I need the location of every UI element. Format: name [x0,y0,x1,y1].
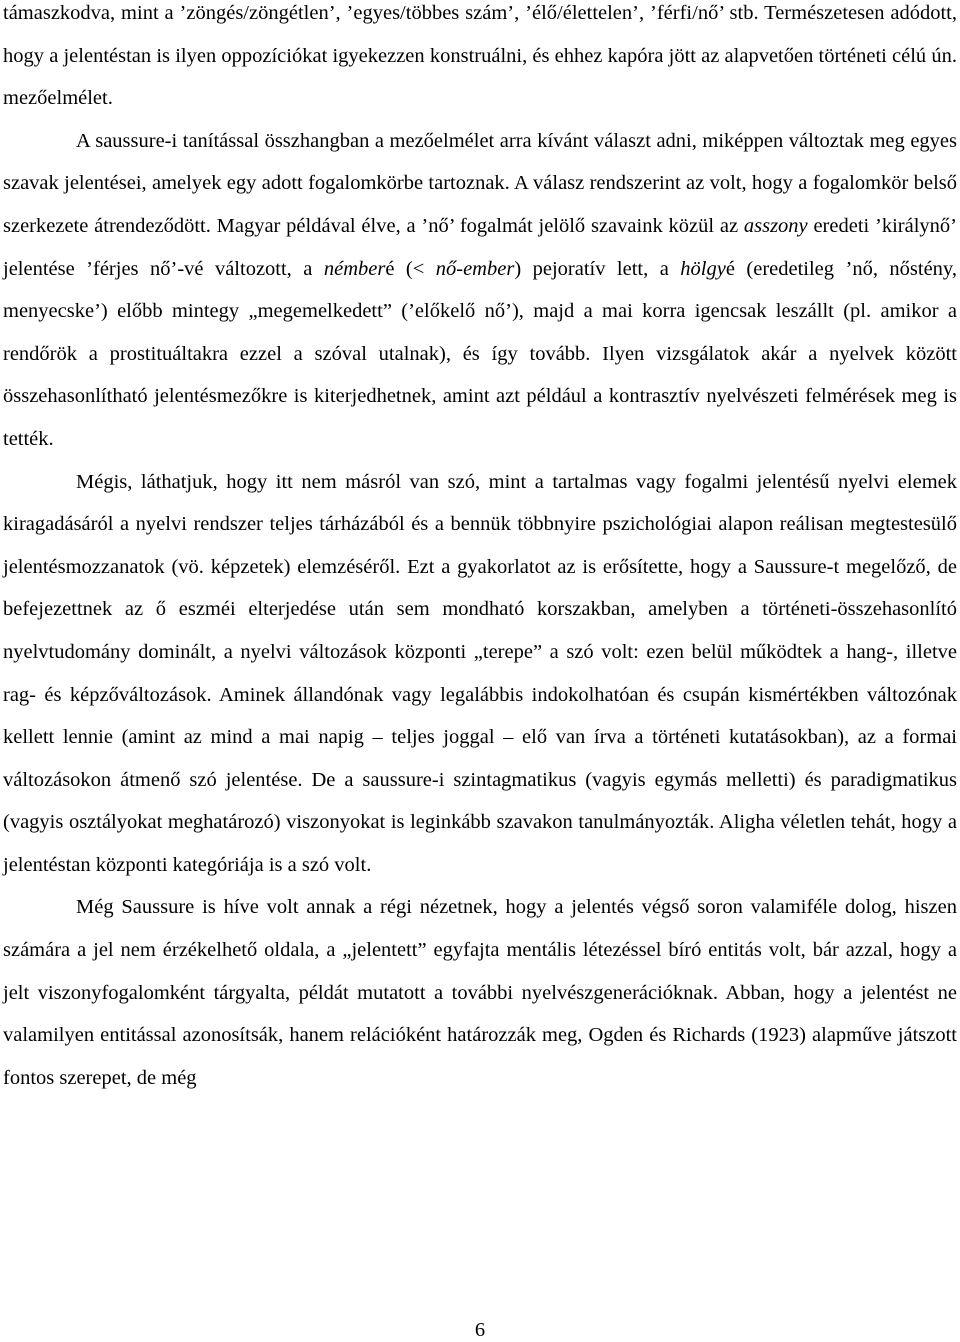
text-run: é (< [385,257,436,280]
text-run: eredeti ’királynő’ jelentése ’férjes nő’-vé változott, a [3,214,957,280]
text-run: A saussure-i tanítással összhangban a mezőelmélet arra kívánt választ adni, miképpen változtak meg egyes szavak jelentései, amelyek egy adott fogalomkörbe tartoznak. A válasz rendszerint az volt, hogy a fogalomkör belső szerkezete átrendeződött. Magyar példával élve, a ’nő’ fogalmát jelölő szavaink közül az [3,129,957,237]
text-run: támaszkodva, mint a ’zöngés/zöngétlen’, ’egyes/többes szám’, ’élő/élettelen’, ’férfi/nő’ stb. Természetesen adódott, hogy a jelentéstan is ilyen oppozíciókat igyekezzen konstruálni, és ehhez kapóra jött az alapvetően történeti célú ún. mezőelmélet. [3,2,957,110]
body-text [3,0,957,1099]
paragraph-2 [3,120,957,461]
paragraph-1 [3,0,957,120]
paragraph-3 [3,461,957,887]
text-run: Még Saussure is híve volt annak a régi nézetnek, hogy a jelentés végső soron valamiféle dolog, hiszen számára a jel nem érzékelhető oldala, a „jelentett” egyfajta mentális létezéssel bíró entitás volt, bár azzal, hogy a jelt viszonyfogalomként tárgyalta, példát mutatott a további nyelvészgenerációknak. Abban, hogy a jelentést ne valamilyen entitással azonosítsák, hanem relációként határozzák meg, Ogden és Richards (1923) alapműve játszott fontos szerepet, de még [3,896,957,1089]
text-run: é (eredetileg ’nő, nőstény, menyecske’) előbb mintegy „megemelkedett” (’előkelő nő’), majd a mai korra igencsak leszállt (pl. amikor a rendőrök a prostituáltakra ezzel a szóval utalnak), és így tovább. Ilyen vizsgálatok akár a nyelvek között összehasonlítható jelentésmezőkre is kiterjedhetnek, amint azt például a kontrasztív nyelvészeti felmérések meg is tették. [3,257,957,450]
paragraph-4 [3,886,957,1099]
text-run: Mégis, láthatjuk, hogy itt nem másról van szó, mint a tartalmas vagy fogalmi jelentésű nyelvi elemek kiragadásáról a nyelvi rendszer teljes tárházából és a bennük többnyire pszichológiai alapon reálisan megtestesülő jelentésmozzanatok (vö. képzetek) elemzéséről. Ezt a gyakorlatot az is erősítette, hogy a Saussure-t megelőző, de befejezettnek az ő eszméi elterjedése után sem mondható korszakban, amelyben a történeti-összehasonlító nyelvtudomány dominált, a nyelvi változások központi „terepe” a szó volt: ezen belül működtek a hang-, illetve rag- és képzőváltozások. Aminek állandónak vagy legalábbis indokolhatóan és csupán kismértékben változónak kellett lennie (amint az mind a mai napig – teljes joggal – elő van írva a történeti kutatásokban), az a formai változásokon átmenő szó jelentése. De a saussure-i szintagmatikus (vagyis egymás melletti) és paradigmatikus (vagyis osztályokat meghatározó) viszonyokat is leginkább szavakon tanulmányozták. Aligha véletlen tehát, hogy a jelentéstan központi kategóriája is a szó volt. [3,470,957,876]
text-run: ) pejoratív lett, a [514,257,681,280]
italic-term: némber [323,257,386,280]
page-number: 6 [474,1319,486,1341]
italic-term: nő-ember [435,257,515,280]
italic-term: asszony [743,214,808,237]
italic-term: hölgy [680,257,726,280]
